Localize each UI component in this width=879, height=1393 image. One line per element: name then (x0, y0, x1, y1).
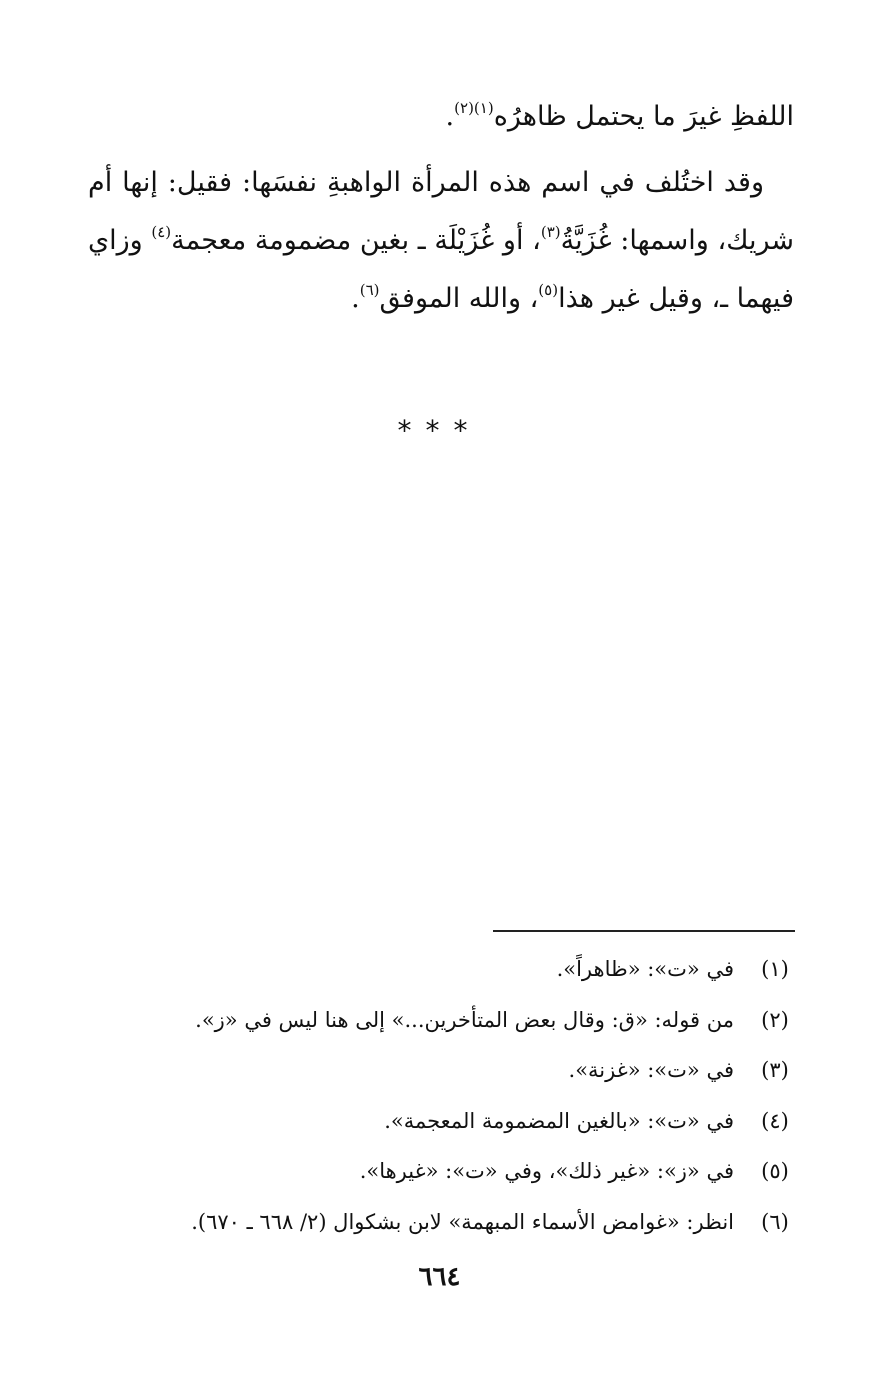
section-separator: *** (397, 414, 482, 447)
text-segment: فيهما ـ، وقيل غير هذا (558, 283, 794, 314)
footnote-ref: (٤) (151, 223, 172, 241)
footnote-ref: (٥) (538, 281, 559, 299)
paragraph (88, 154, 794, 328)
footnote-text: في «ت»: «بالغين المضمومة المعجمة». (384, 1108, 734, 1133)
text-segment: وزاي (88, 225, 152, 256)
page-number: ٦٦٤ (418, 1262, 461, 1292)
text-line-2: وقد اختُلف في اسم هذه المرأة الواهبةِ نفسَها: فقيل: إنها أم (88, 167, 764, 198)
main-text (88, 88, 794, 146)
footnote-divider (493, 930, 795, 932)
footnote-item (100, 1197, 796, 1248)
text-segment: شريك، واسمها: غُزَيَّةُ (560, 225, 794, 256)
footnote-text: انظر: «غوامض الأسماء المبهمة» لابن بشكوال (٢/ ٦٦٨ ـ ٦٧٠). (191, 1209, 734, 1234)
text-segment: ، أو غُزَيْلَة ـ بغين مضمومة معجمة (171, 225, 541, 256)
footnote-ref: (٦) (359, 281, 380, 299)
footnotes (100, 944, 796, 1247)
footnote-item (100, 944, 796, 995)
text-segment: . (351, 283, 360, 314)
text-line-1 (88, 88, 794, 146)
footnote-number: (١) (761, 957, 789, 982)
text-line-3 (88, 212, 794, 270)
footnote-item (100, 995, 796, 1046)
footnote-item (100, 1146, 796, 1197)
footnote-ref: (٣) (540, 223, 561, 241)
footnote-text: في «ز»: «غير ذلك»، وفي «ت»: «غيرها». (359, 1159, 734, 1184)
footnote-item (100, 1096, 796, 1147)
footnote-number: (٢) (761, 1007, 789, 1032)
footnote-text: في «ت»: «غزنة». (568, 1058, 734, 1083)
footnote-number: (٥) (761, 1159, 789, 1184)
footnote-text: من قوله: «ق: وقال بعض المتأخرين...» إلى هنا ليس في «ز». (195, 1007, 734, 1032)
footnote-number: (٦) (761, 1209, 789, 1234)
footnote-item (100, 1045, 796, 1096)
text-segment: اللفظِ غيرَ ما يحتمل ظاهرُه (493, 101, 794, 132)
text-line-4 (88, 270, 794, 328)
footnote-number: (٤) (761, 1108, 789, 1133)
footnote-text: في «ت»: «ظاهراً». (556, 957, 734, 982)
footnote-number: (٣) (761, 1058, 789, 1083)
footnote-ref: (١)(٢) (454, 99, 494, 117)
text-segment: . (445, 101, 455, 132)
text-segment: ، والله الموفق (379, 283, 539, 314)
